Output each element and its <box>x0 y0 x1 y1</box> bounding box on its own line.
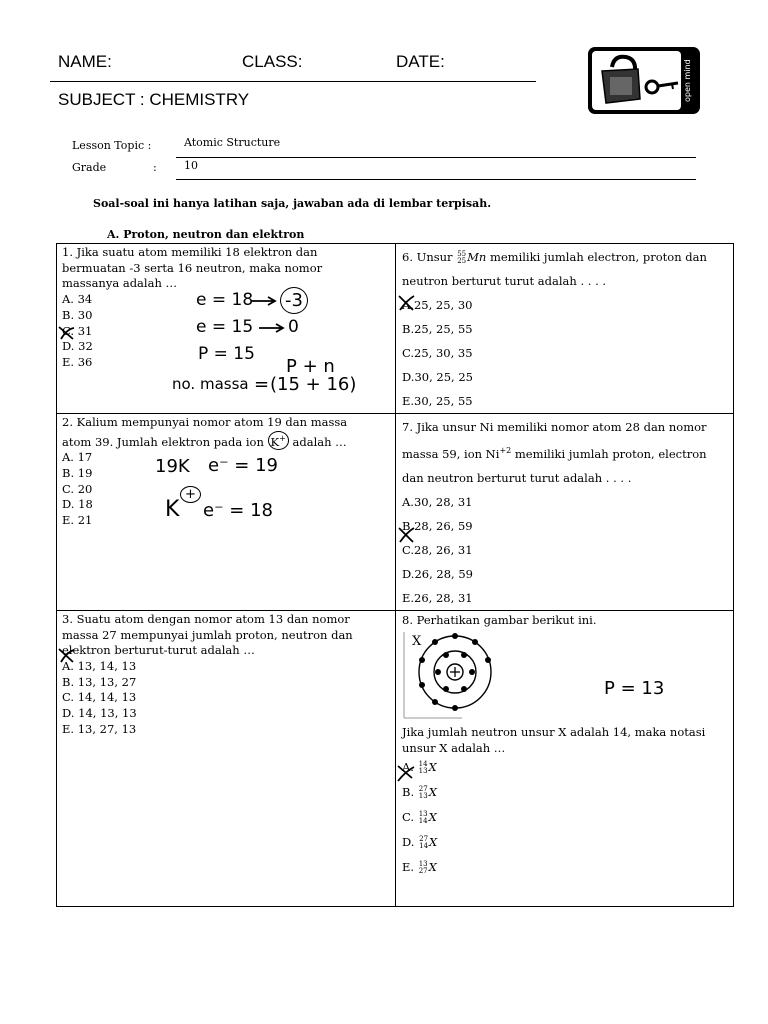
q1-line: massanya adalah … <box>62 276 178 291</box>
q3-line: 3. Suatu atom dengan nomor atom 13 dan nomor <box>62 611 350 626</box>
topic-rule <box>176 157 696 158</box>
q6-option-e[interactable]: E.30, 25, 55 <box>402 394 473 408</box>
q7-option-d[interactable]: D.26, 28, 59 <box>402 566 473 581</box>
q3-option-b[interactable]: B. 13, 13, 27 <box>62 674 137 689</box>
answer-mark-q1 <box>58 325 76 341</box>
q1-option-c[interactable]: C. 31 <box>62 323 93 338</box>
q1-option-a[interactable]: A. 34 <box>62 292 93 307</box>
hw-q1-p15: P = 15 <box>198 344 255 364</box>
bohr-atom-icon <box>402 630 502 720</box>
arrow-icon <box>258 323 286 333</box>
q2-line-2: atom 39. Jumlah elektron pada ion K+ adalah … <box>62 431 389 451</box>
hw-q2-plus: + <box>180 486 201 503</box>
atom-label: X <box>412 633 422 649</box>
q3-option-e[interactable]: E. 13, 27, 13 <box>62 721 137 736</box>
grade-label: Grade <box>72 161 107 174</box>
q6-line-1: 6. Unsur 55 25Mn memiliki jumlah electron, proton dan <box>402 250 707 265</box>
hw-q1-minus3: -3 <box>280 287 308 314</box>
q7-option-e[interactable]: E.26, 28, 31 <box>402 590 473 605</box>
grade-rule <box>176 179 696 180</box>
q1-option-b[interactable]: B. 30 <box>62 307 93 322</box>
logo-text: open mind <box>683 59 692 103</box>
k-ion: K+ <box>268 431 289 450</box>
section-title: A. Proton, neutron dan elektron <box>107 228 305 241</box>
hw-q1-zero: 0 <box>288 317 299 337</box>
hw-q2-e18: e⁻ = 18 <box>203 500 274 521</box>
q3-option-c[interactable]: C. 14, 14, 13 <box>62 690 137 705</box>
hw-q1-e15: e = 15 <box>196 317 254 337</box>
hw-q2-k: K <box>165 497 180 522</box>
q8-option-d[interactable]: D. 27 14X <box>402 834 438 850</box>
q2-line-1: 2. Kalium mempunyai nomor atom 19 dan massa <box>62 415 348 429</box>
q1-option-e[interactable]: E. 36 <box>62 354 93 369</box>
hw-q8-p13: P = 13 <box>604 678 665 699</box>
q3-option-a[interactable]: A. 13, 14, 13 <box>62 658 137 673</box>
hw-q1-e18: e = 18 <box>196 290 254 310</box>
q7-option-a[interactable]: A.30, 28, 31 <box>402 494 473 509</box>
q1-option-d[interactable]: D. 32 <box>62 339 93 354</box>
date-label: DATE: <box>396 52 445 71</box>
answer-mark-q6 <box>398 294 416 312</box>
answer-mark-q3 <box>58 648 76 664</box>
subject-label: SUBJECT : CHEMISTRY <box>58 90 250 109</box>
q6-line-2: neutron berturut turut adalah . . . . <box>402 274 607 288</box>
hw-q1-equals: = <box>254 374 270 395</box>
open-mind-logo <box>588 47 700 114</box>
q6-option-a[interactable]: A.25, 25, 30 <box>402 298 473 312</box>
name-label: NAME: <box>58 52 112 71</box>
q1-line: 1. Jika suatu atom memiliki 18 elektron dan <box>62 245 318 259</box>
q7-option-b[interactable]: B.28, 26, 59 <box>402 518 473 533</box>
question-8-cell <box>396 610 734 906</box>
q3-line: massa 27 mempunyai jumlah proton, neutron dan <box>62 627 353 642</box>
padlock-key-icon <box>592 51 681 110</box>
q8-option-b[interactable]: B. 27 13X <box>402 784 437 800</box>
q2-option-b[interactable]: B. 19 <box>62 465 93 480</box>
hw-q1-pn: P + n <box>286 356 335 377</box>
grade-value: 10 <box>184 159 198 172</box>
q8-option-a[interactable]: A. 14 13X <box>402 759 437 775</box>
q1-line: bermuatan -3 serta 16 neutron, maka nomor <box>62 260 323 275</box>
q3-option-d[interactable]: D. 14, 13, 13 <box>62 706 137 721</box>
hw-q1-nomassa: no. massa <box>172 375 249 393</box>
arrow-icon <box>250 296 278 306</box>
q6-option-d[interactable]: D.30, 25, 25 <box>402 370 473 384</box>
answer-mark-q8 <box>396 763 416 783</box>
hw-q1-sum: (15 + 16) <box>270 374 357 395</box>
header-rule <box>50 81 536 82</box>
question-3-cell <box>57 610 396 906</box>
q3-line: elektron berturut-turut adalah … <box>62 643 255 658</box>
q8-option-c[interactable]: C. 13 14X <box>402 809 437 825</box>
q8-text-1: Jika jumlah neutron unsur X adalah 14, maka notasi <box>402 724 706 739</box>
q8-option-e[interactable]: E. 13 27X <box>402 859 437 875</box>
hw-q2-19k: 19K <box>155 456 190 477</box>
q8-text-2: unsur X adalah … <box>402 740 506 755</box>
q7-line-2: massa 59, ion $Ni^{+2}$ memiliki jumlah proton, electron <box>402 446 707 461</box>
lesson-topic-value: Atomic Structure <box>184 136 281 149</box>
q2-option-a[interactable]: A. 17 <box>62 450 93 465</box>
q7-option-c[interactable]: C.28, 26, 31 <box>402 542 473 557</box>
question-table <box>56 243 734 907</box>
q2-option-e[interactable]: E. 21 <box>62 513 93 528</box>
atom-diagram <box>402 630 727 720</box>
q8-title: 8. Perhatikan gambar berikut ini. <box>402 612 597 627</box>
q6-option-b[interactable]: B.25, 25, 55 <box>402 322 473 336</box>
q7-line-3: dan neutron berturut turut adalah . . . . <box>402 470 632 485</box>
question-6-cell <box>396 244 734 414</box>
q2-option-c[interactable]: C. 20 <box>62 481 93 496</box>
instruction-text: Soal-soal ini hanya latihan saja, jawaban ada di lembar terpisah. <box>93 197 492 210</box>
class-label: CLASS: <box>242 52 303 71</box>
answer-mark-q7 <box>398 526 416 544</box>
grade-colon: : <box>153 161 157 174</box>
q2-option-d[interactable]: D. 18 <box>62 497 93 512</box>
q7-line-1: 7. Jika unsur Ni memiliki nomor atom 28 dan nomor <box>402 420 707 434</box>
q6-option-c[interactable]: C.25, 30, 35 <box>402 346 473 360</box>
question-7-cell <box>396 414 734 611</box>
hw-q2-e19: e⁻ = 19 <box>208 455 279 476</box>
lesson-topic-label: Lesson Topic : <box>72 139 152 152</box>
